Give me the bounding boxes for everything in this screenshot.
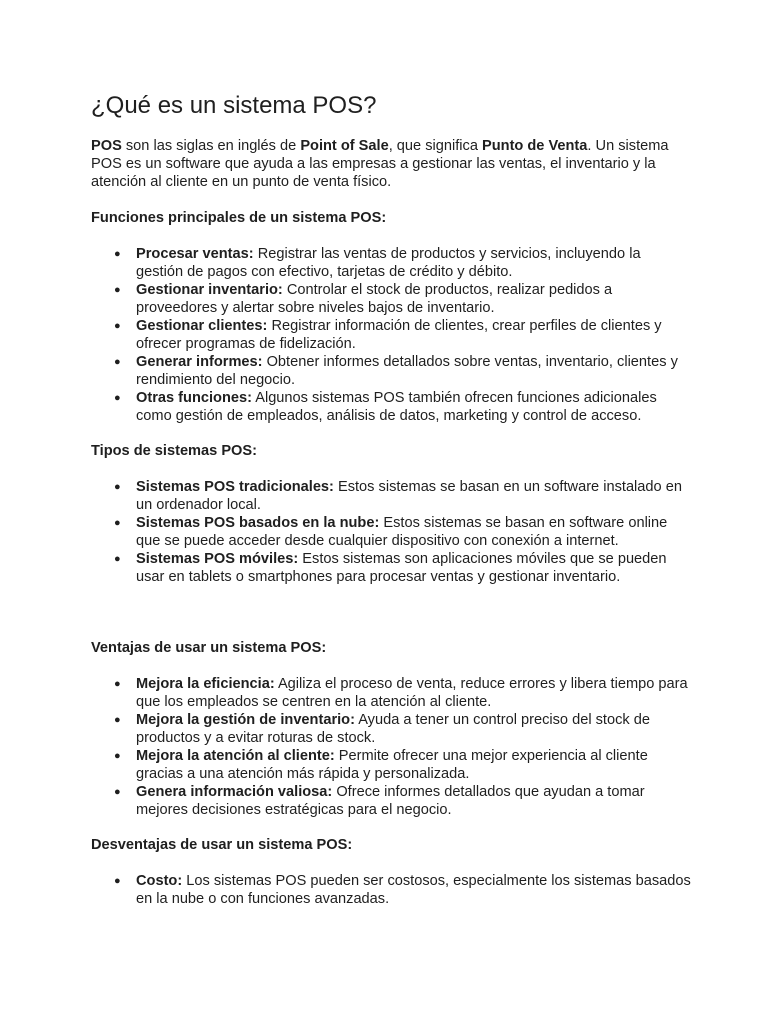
item-label: Mejora la eficiencia:	[136, 676, 275, 692]
item-text: Ayuda a tener un control preciso del stock de productos y a evitar roturas de stock.	[136, 712, 650, 746]
section-heading-ventajas: Ventajas de usar un sistema POS:	[91, 640, 327, 656]
item-text: Estos sistemas se basan en software online que se puede acceder desde cualquier dispositivo con conexión a internet.	[136, 515, 668, 549]
bullet-icon: ●	[114, 356, 121, 368]
list-ventajas	[91, 675, 691, 819]
list-item	[91, 711, 691, 747]
intro-text-2: , que significa	[388, 138, 482, 154]
item-label: Sistemas POS móviles:	[136, 551, 299, 567]
item-label: Generar informes:	[136, 354, 263, 370]
list-item	[91, 317, 691, 353]
list-item	[91, 281, 691, 317]
bullet-icon: ●	[114, 248, 121, 260]
intro-text-3: . Un sistema POS es un software que ayuda a las empresas a gestionar las ventas, el inventario y la atención al cliente en un punto de venta físico.	[91, 138, 669, 190]
list-item	[91, 478, 691, 514]
list-desventajas	[91, 872, 691, 908]
intro-text-1: son las siglas en inglés de	[121, 138, 301, 154]
bullet-icon: ●	[114, 553, 121, 565]
bullet-icon: ●	[114, 786, 121, 798]
item-text: Registrar información de clientes, crear perfiles de clientes y ofrecer programas de fidelización.	[136, 318, 662, 352]
list-item	[91, 353, 691, 389]
bullet-icon: ●	[114, 320, 121, 332]
intro-pos-term: POS	[91, 138, 122, 154]
bullet-icon: ●	[114, 392, 121, 404]
item-text: Obtener informes detallados sobre ventas, inventario, clientes y rendimiento del negocio.	[136, 354, 678, 388]
bullet-icon: ●	[114, 284, 121, 296]
item-label: Gestionar clientes:	[136, 318, 268, 334]
section-heading-tipos: Tipos de sistemas POS:	[91, 443, 257, 459]
item-label: Sistemas POS basados en la nube:	[136, 515, 380, 531]
item-text: Registrar las ventas de productos y servicios, incluyendo la gestión de pagos con efectivo, tarjetas de crédito y débito.	[136, 246, 641, 280]
item-text: Estos sistemas son aplicaciones móviles que se pueden usar en tablets o smartphones para procesar ventas y gestionar inventario.	[136, 551, 667, 585]
item-text: Agiliza el proceso de venta, reduce errores y libera tiempo para que los empleados se centren en la atención al cliente.	[136, 676, 688, 710]
item-label: Mejora la gestión de inventario:	[136, 712, 355, 728]
list-tipos	[91, 478, 691, 586]
intro-pdv-term: Punto de Venta	[482, 138, 588, 154]
item-text: Estos sistemas se basan en un software instalado en un ordenador local.	[136, 479, 682, 513]
item-label: Gestionar inventario:	[136, 282, 283, 298]
page-title: ¿Qué es un sistema POS?	[91, 92, 377, 119]
item-text: Permite ofrecer una mejor experiencia al cliente gracias a una atención más rápida y personalizada.	[136, 748, 648, 782]
section-heading-desventajas: Desventajas de usar un sistema POS:	[91, 837, 353, 853]
list-item	[91, 245, 691, 281]
bullet-icon: ●	[114, 517, 121, 529]
bullet-icon: ●	[114, 875, 121, 887]
intro-pos-full-term: Point of Sale	[300, 138, 389, 154]
intro-paragraph	[91, 137, 691, 191]
list-funciones	[91, 245, 691, 425]
item-label: Sistemas POS tradicionales:	[136, 479, 334, 495]
item-text: Los sistemas POS pueden ser costosos, especialmente los sistemas basados en la nube o con funciones avanzadas.	[136, 873, 691, 907]
list-item	[91, 389, 691, 425]
list-item	[91, 747, 691, 783]
list-item	[91, 675, 691, 711]
item-label: Mejora la atención al cliente:	[136, 748, 335, 764]
item-text: Ofrece informes detallados que ayudan a tomar mejores decisiones estratégicas para el negocio.	[136, 784, 645, 818]
item-label: Otras funciones:	[136, 390, 252, 406]
list-item	[91, 872, 691, 908]
list-item	[91, 783, 691, 819]
item-text: Algunos sistemas POS también ofrecen funciones adicionales como gestión de empleados, análisis de datos, marketing y control de acceso.	[136, 390, 657, 424]
bullet-icon: ●	[114, 678, 121, 690]
bullet-icon: ●	[114, 481, 121, 493]
item-label: Costo:	[136, 873, 183, 889]
bullet-icon: ●	[114, 750, 121, 762]
bullet-icon: ●	[114, 714, 121, 726]
item-label: Genera información valiosa:	[136, 784, 333, 800]
item-text: Controlar el stock de productos, realizar pedidos a proveedores y alertar sobre niveles bajos de inventario.	[136, 282, 613, 316]
item-label: Procesar ventas:	[136, 246, 254, 262]
list-item	[91, 514, 691, 550]
section-heading-funciones: Funciones principales de un sistema POS:	[91, 210, 387, 226]
list-item	[91, 550, 691, 586]
